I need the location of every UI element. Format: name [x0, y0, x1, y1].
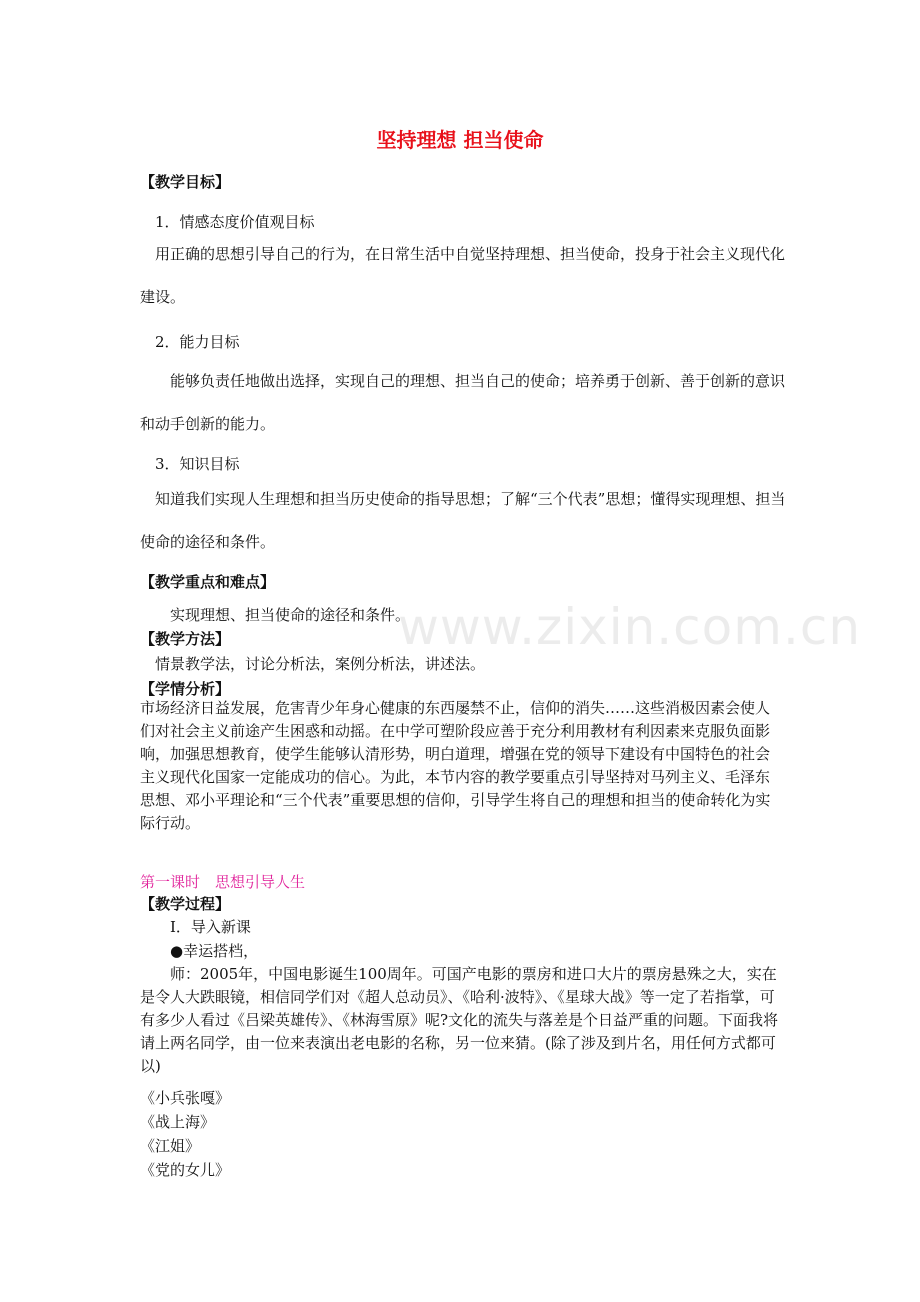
- goal-text-1: 用正确的思想引导自己的行为，在日常生活中自觉坚持理想、担当使命，投身于社会主义现代化建设。: [140, 245, 786, 306]
- step-intro: Ⅰ．导入新课: [170, 918, 251, 936]
- goal-item-2: 2．能力目标: [155, 333, 240, 351]
- watermark: www.zixin.com.cn: [398, 598, 862, 656]
- methods-text: 情景教学法，讨论分析法，案例分析法，讲述法。: [155, 655, 486, 673]
- film-item: 《小兵张嘎》: [140, 1089, 231, 1107]
- keypoints-text: 实现理想、担当使命的途径和条件。: [170, 606, 411, 624]
- keypoints-heading: 【教学重点和难点】: [140, 573, 276, 591]
- activity-label: ●幸运搭档，: [170, 942, 259, 960]
- analysis-text: 市场经济日益发展，危害青少年身心健康的东西屡禁不止，信仰的消失……这些消极因素会使人们对社会主义前途产生困惑和动摇。在中学可塑阶段应善于充分利用教材有利因素来克服负面影响，加强思想教育，使学生能够认清形势，明白道理，增强在党的领导下建设有中国特色的社会主义现代化国家一定能成功的信心。为此，本节内容的教学要重点引导坚持对马列主义、毛泽东思想、邓小平理论和“三个代表”重要思想的信仰，引导学生将自己的理想和担当的使命转化为实际行动。: [140, 699, 771, 832]
- goal-item-3: 3．知识目标: [155, 455, 240, 473]
- lesson-title: 第一课时 思想引导人生: [140, 873, 306, 891]
- film-item: 《党的女儿》: [140, 1161, 231, 1179]
- film-item: 《江姐》: [140, 1137, 201, 1155]
- document-title: 坚持理想 担当使命: [376, 128, 544, 152]
- methods-heading: 【教学方法】: [140, 630, 231, 648]
- goal-text-2: 能够负责任地做出选择，实现自己的理想、担当自己的使命；培养勇于创新、善于创新的意识和动手创新的能力。: [140, 372, 786, 433]
- teacher-text: 师：2005年，中国电影诞生100周年。可国产电影的票房和进口大片的票房悬殊之大，实在是令人大跌眼镜，相信同学们对《超人总动员》、《哈利·波特》、《星球大战》等一定了若指掌，可有多少人看过《吕梁英雄传》、《林海雪原》呢?文化的流失与落差是个日益严重的问题。下面我将请上两名同学，由一位来表演出老电影的名称，另一位来猜。(除了涉及到片名，用任何方式都可以): [140, 965, 779, 1075]
- goal-item-1: 1．情感态度价值观目标: [155, 213, 315, 231]
- goal-text-3: 知道我们实现人生理想和担当历史使命的指导思想；了解“三个代表”思想；懂得实现理想、担当使命的途径和条件。: [140, 490, 786, 551]
- process-heading: 【教学过程】: [140, 895, 231, 913]
- film-item: 《战上海》: [140, 1113, 216, 1131]
- goals-heading: 【教学目标】: [140, 173, 231, 191]
- analysis-heading: 【学情分析】: [140, 680, 231, 698]
